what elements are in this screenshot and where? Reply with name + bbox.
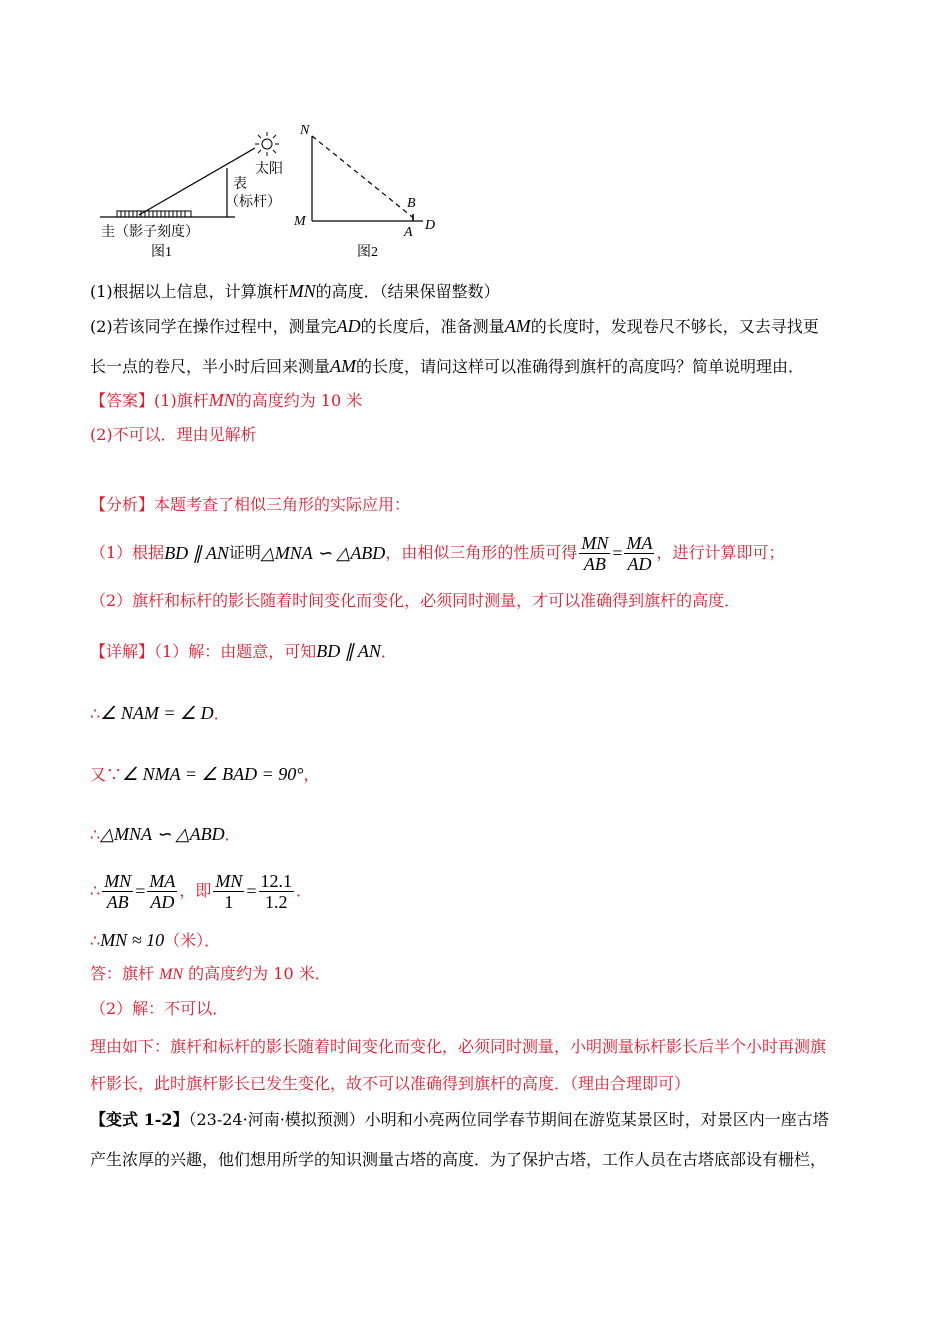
detail-line-4: ∴△MNA ∽ △ABD． [90, 824, 241, 844]
figure-2-caption: 图2 [357, 245, 378, 260]
variant-line-1: 【变式 1-2】（23-24·河南·模拟预测）小明和小亮两位同学春节期间在游览某景区时，对景区内一座古塔 [90, 1110, 829, 1129]
detail-line-2: ∴∠ NAM = ∠ D． [90, 703, 230, 723]
detail-line-9: 理由如下：旗杆和标杆的影长随着时间变化而变化，必须同时测量，小明测量标杆影长后半个小时再测旗 [90, 1037, 827, 1056]
question-1: (1)根据以上信息，计算旗杆MN的高度．（结果保留整数） [90, 281, 500, 301]
figure-2 [293, 123, 435, 260]
variant-tag: 【变式 1-2】 [90, 1110, 189, 1129]
detail-line-5: ∴ $\frac{MN}{AB}$ = $\frac{MA}{AD}$ ，即 $\frac{MN}{1}$ = $\frac{12.1}{1.2}$ ． [90, 870, 313, 912]
biao-label: 表 [233, 177, 247, 192]
point-A: A [404, 225, 413, 240]
answer-line-2: (2)不可以．理由见解析 [90, 425, 257, 444]
sun-label: 太阳 [255, 162, 283, 177]
analysis-point-2: （2）旗杆和标杆的影长随着时间变化而变化，必须同时测量，才可以准确得到旗杆的高度． [90, 591, 741, 610]
detail-tag: 【详解】 [90, 642, 155, 661]
point-B: B [407, 196, 416, 211]
point-M: M [294, 214, 306, 229]
question-2-line-1: (2)若该同学在操作过程中，测量完AD的长度后，准备测量AM的长度时，发现卷尺不够长，又去寻找更 [90, 316, 819, 336]
figure-1-caption: 图1 [151, 245, 172, 260]
detail-line-10: 杆影长，此时旗杆影长已发生变化，故不可以准确得到旗杆的高度．（理由合理即可） [90, 1074, 691, 1093]
point-N: N [300, 123, 310, 138]
detail-line-7: 答：旗杆 MN 的高度约为 10 米． [90, 964, 331, 983]
gui-label: 圭（影子刻度） [101, 225, 199, 240]
figure-1 [100, 132, 283, 260]
analysis-tag: 【分析】 [90, 495, 155, 514]
answer-tag: 【答案】 [90, 391, 155, 410]
question-2-line-2: 长一点的卷尺，半小时后回来测量AM的长度，请问这样可以准确得到旗杆的高度吗？简单说明理由． [90, 356, 805, 376]
answer-line-1: 【答案】(1)旗杆MN的高度约为 10 米 [90, 390, 363, 410]
analysis-intro: 【分析】本题考查了相似三角形的实际应用： [90, 495, 411, 514]
sun-icon [255, 132, 279, 156]
analysis-point-1: （1）根据 BD ∥ AN 证明 △MNA ∽ △ABD ，由相似三角形的性质可得 $\frac{MN}{AB}$ = $\frac{MA}{AD}$ ，进行计算即可； [90, 532, 785, 574]
detail-line-8: （2）解：不可以． [90, 999, 229, 1018]
detail-line-1: 【详解】（1）解：由题意，可知BD ∥ AN． [90, 641, 397, 661]
detail-line-3: 又∵∠ NMA = ∠ BAD = 90°， [90, 764, 320, 784]
point-D: D [425, 218, 436, 233]
figure-diagrams [95, 120, 455, 260]
variant-line-2: 产生浓厚的兴趣，他们想用所学的知识测量古塔的高度．为了保护古塔，工作人员在古塔底部设有栅栏， [90, 1150, 827, 1169]
biaogan-label: （标杆） [225, 195, 281, 210]
detail-line-6: ∴MN ≈ 10（米）． [90, 930, 221, 950]
